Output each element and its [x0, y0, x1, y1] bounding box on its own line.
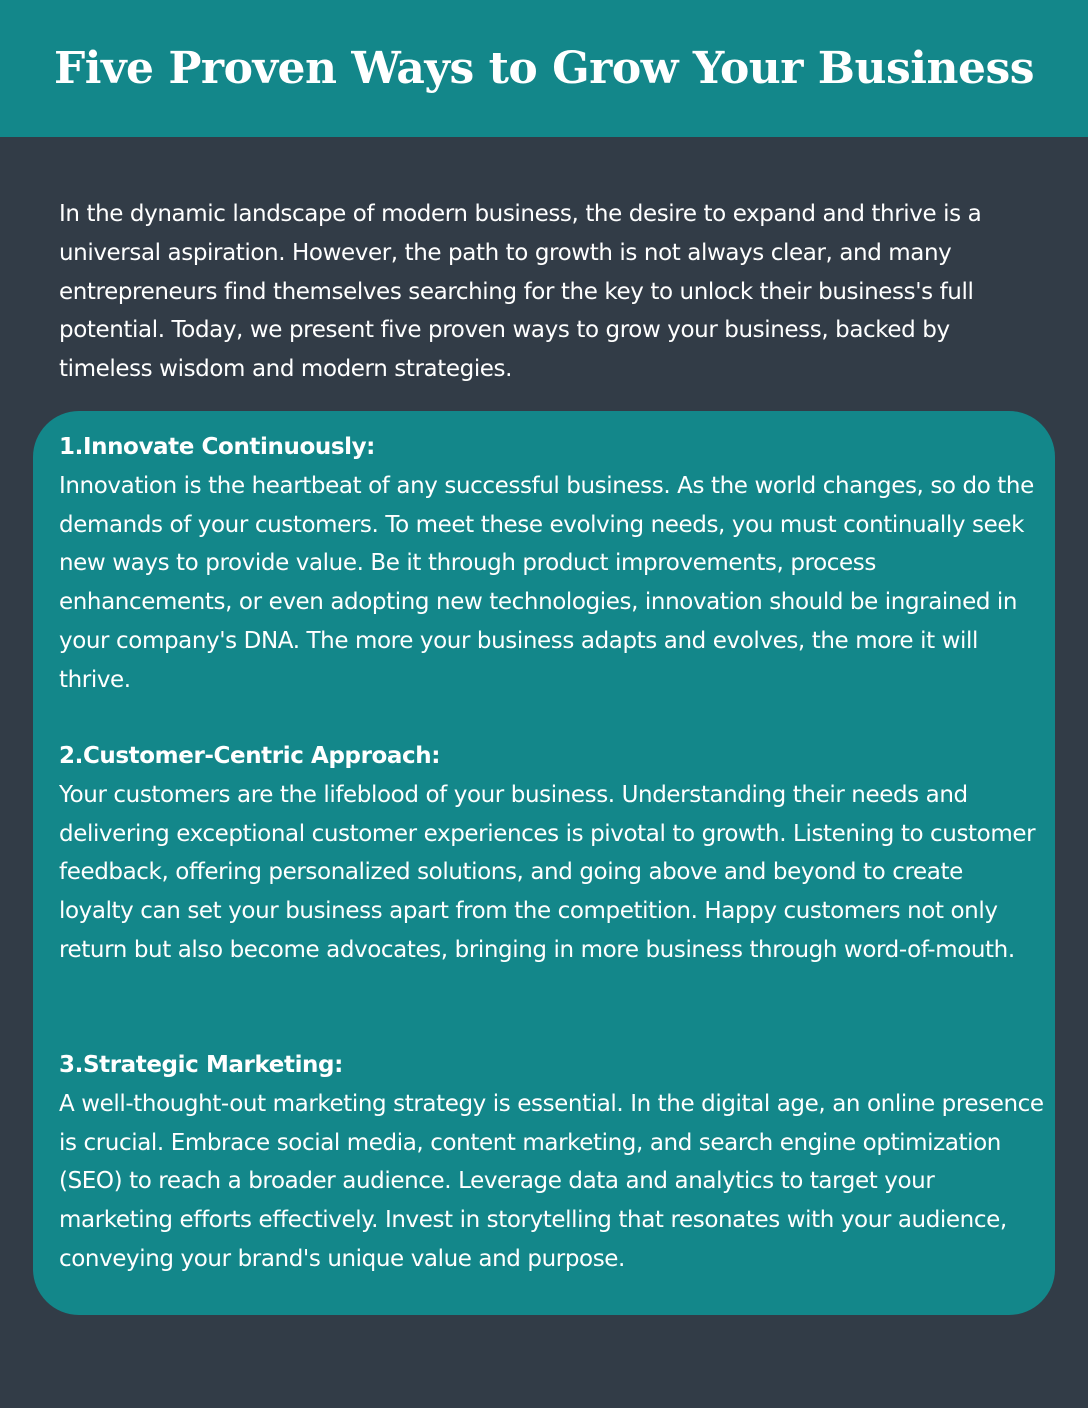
section-heading: 2.Customer-Centric Approach: — [59, 743, 441, 769]
section-body: Innovation is the heartbeat of any successful business. As the world changes, so do the demands of your customers. To meet these evolving needs, you must continually seek new ways to provide value. Be it through product improvements, process enhancements, or even adopting new technologies, innovation should be ingrained in your company's DNA. The more your business adapts and evolves, the more it will thrive. — [59, 472, 1034, 693]
section-body: A well-thought-out marketing strategy is essential. In the digital age, an online presence is crucial. Embrace social media, content marketing, and search engine optimization (SEO) to reach a broader audience. Leverage data and analytics to target your marketing efforts effectively. Invest in storytelling that resonates with your audience, conveying your brand's unique value and purpose. — [59, 1090, 1044, 1272]
section-body: Your customers are the lifeblood of your business. Understanding their needs and delivering exceptional customer experiences is pivotal to growth. Listening to customer feedback, offering personalized solutions, and going above and beyond to create loyalty can set your business apart from the competition. Happy customers not only return but also become advocates, bringing in more business through word-of-mouth. — [59, 781, 1036, 963]
section-heading: 3.Strategic Marketing: — [59, 1052, 343, 1078]
section-innovate-continuously — [59, 428, 1044, 700]
page-title: Five Proven Ways to Grow Your Business — [54, 43, 1034, 94]
sections-panel — [33, 411, 1055, 1315]
title-banner — [0, 0, 1088, 137]
intro-paragraph: In the dynamic landscape of modern business, the desire to expand and thrive is a universal aspiration. However, the path to growth is not always clear, and many entrepreneurs find themselves searching for the key to unlock their business's full potential. Today, we present five proven ways to grow your business, backed by timeless wisdom and modern strategies. — [59, 201, 982, 383]
section-strategic-marketing — [59, 1046, 1044, 1279]
section-heading: 1.Innovate Continuously: — [59, 434, 375, 460]
section-customer-centric-approach — [59, 737, 1044, 970]
